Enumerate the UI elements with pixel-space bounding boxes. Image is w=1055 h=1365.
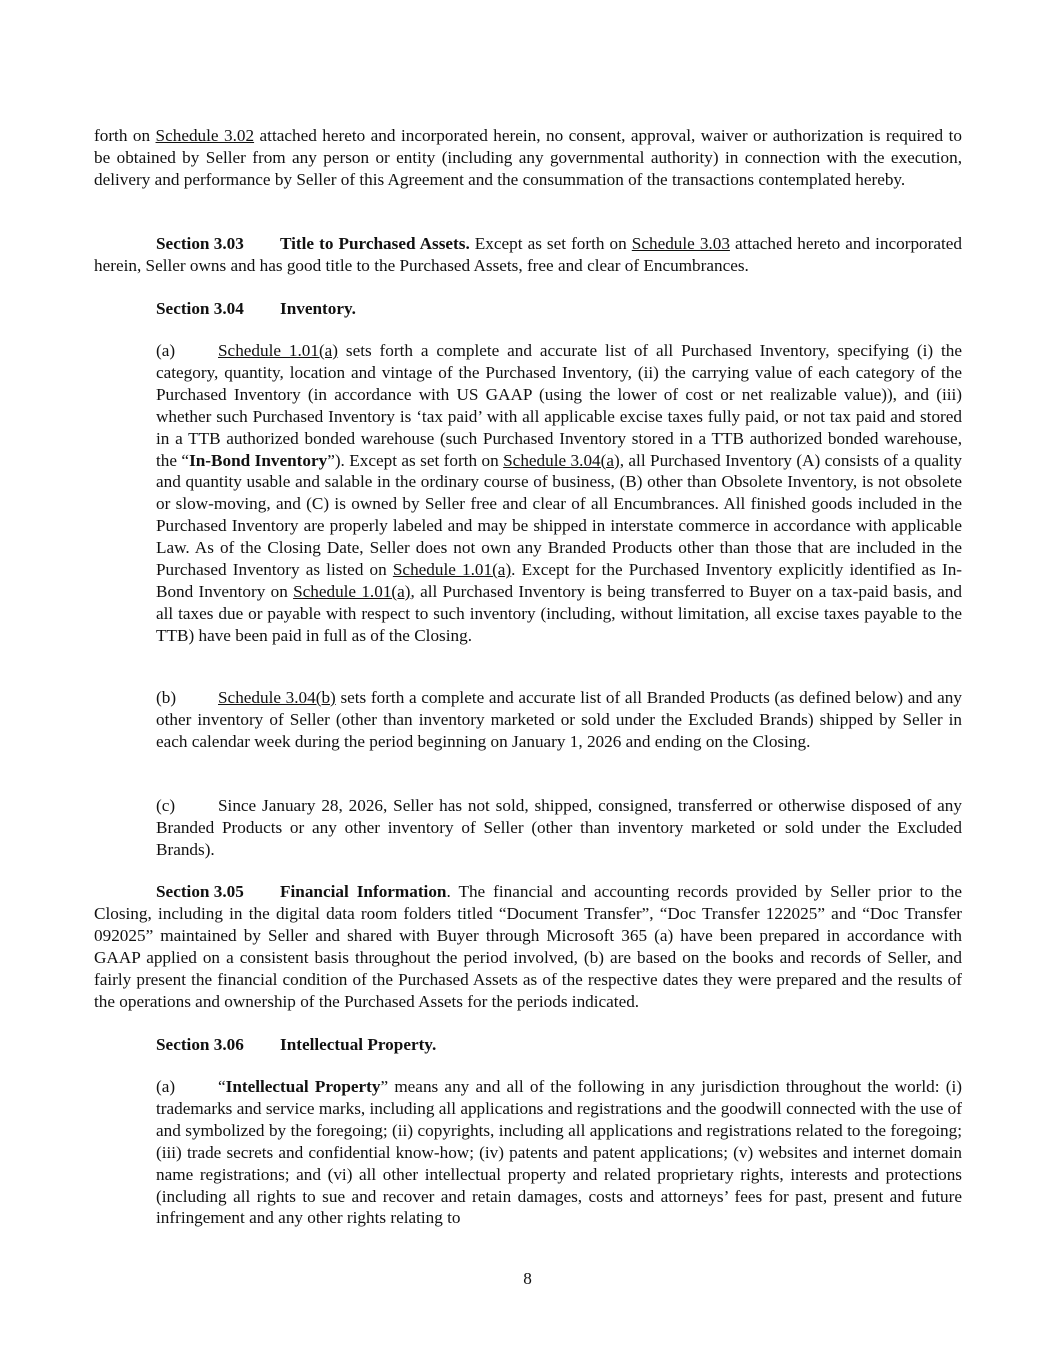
section-title: Intellectual Property. xyxy=(280,1035,437,1054)
section-number: Section 3.04 xyxy=(156,299,244,318)
paragraph-continuation: forth on Schedule 3.02 attached hereto and incorporated herein, no consent, approval, waiver or authorization is required to be obtained by Seller from any person or entity (including any governmental authority) in connection with the execution, delivery and performance by Seller of this Agreement and the consummation of the transactions contemplated hereby. xyxy=(94,126,962,189)
section-title: Inventory. xyxy=(280,299,356,318)
page-number: 8 xyxy=(523,1269,532,1288)
subsection-label: (a) xyxy=(156,1077,176,1096)
subsection-label: (a) xyxy=(156,341,176,360)
schedule-3-02-link: Schedule 3.02 xyxy=(155,126,255,145)
section-3-03: Section 3.03 Title to Purchased Assets. Except as set forth on Schedule 3.03 attached hereto and incorporated herein, Seller owns and has good title to the Purchased Assets, free and clear of Encumbrances. xyxy=(94,234,962,275)
schedule-3-03-link: Schedule 3.03 xyxy=(631,234,730,253)
section-3-06-heading xyxy=(156,1034,436,1056)
schedule-1-01-a-link: Schedule 1.01(a) xyxy=(218,341,339,360)
section-3-05: Section 3.05 Financial Information. The financial and accounting records provided by Seller prior to the Closing, including in the digital data room folders titled “Document Transfer”, “Doc Transfer 122025” and “Doc Transfer 092025” maintained by Seller and shared with Buyer through Microsoft 365 (a) have been prepared in accordance with GAAP applied on a consistent basis throughout the period involved, (b) are based on the books and records of Seller, and fairly present the financial condition of the Purchased Assets as of the respective dates they were prepared and the results of the operations and ownership of the Purchased Assets for the periods indicated. xyxy=(94,882,962,1011)
section-number: Section 3.05 xyxy=(156,882,244,901)
subsection-label: (b) xyxy=(156,688,177,707)
schedule-3-04-a-link: Schedule 3.04(a) xyxy=(503,450,620,470)
section-number: Section 3.03 xyxy=(156,234,244,253)
subsection-3-04-a: (a) Schedule 1.01(a) sets forth a complete and accurate list of all Purchased Inventory, specifying (i) the category, quantity, location and vintage of the Purchased Inventory, (ii) the carrying value of each category of the Purchased Inventory (in accordance with US GAAP (using the lower of cost or net realizable value)), and (iii) whether such Purchased Inventory is ‘tax paid’ with all applicable excise taxes fully paid, or not tax paid and stored in a TTB authorized bonded warehouse (such Purchased Inventory stored in a TTB authorized bonded warehouse, the “In-Bond Inventory”). Except as set forth on Schedule 3.04(a), all Purchased Inventory (A) consists of a quality and quantity usable and salable in the ordinary course of business, (B) other than Obsolete Inventory, is not obsolete or slow-moving, and (C) is owned by Seller free and clear of all Encumbrances. All finished goods included in the Purchased Inventory are properly labeled and may be shipped in interstate commerce in accordance with applicable Law. As of the Closing Date, Seller does not own any Branded Products other than those that are included in the Purchased Inventory as listed on Schedule 1.01(a). Except for the Purchased Inventory explicitly identified as In-Bond Inventory on Schedule 1.01(a), all Purchased Inventory is being transferred to Buyer on a tax-paid basis, and all taxes due or payable with respect to such inventory (including, without limitation, all excise taxes payable to the TTB) have been paid in full as of the Closing. xyxy=(156,341,963,645)
subsection-3-04-b: (b) Schedule 3.04(b) sets forth a complete and accurate list of all Branded Products (as defined below) and any other inventory of Seller (other than inventory marketed or sold under the Excluded Brands) shipped by Seller in each calendar week during the period beginning on January 1, 2026 and ending on the Closing. xyxy=(156,688,962,751)
section-title: Title to Purchased Assets. xyxy=(280,234,470,253)
section-3-04-heading xyxy=(156,298,356,320)
subsection-3-04-c: (c) Since January 28, 2026, Seller has not sold, shipped, consigned, transferred or otherwise disposed of any Branded Products or any other inventory of Seller (other than inventory marketed or sold under the Excluded Brands). xyxy=(156,796,962,859)
section-number: Section 3.06 xyxy=(156,1035,244,1054)
subsection-label: (c) xyxy=(156,796,176,815)
defined-term: Intellectual Property xyxy=(225,1077,381,1096)
defined-term: In-Bond Inventory xyxy=(189,450,328,470)
schedule-1-01-a-link: Schedule 1.01(a) xyxy=(293,581,411,601)
schedule-1-01-a-link: Schedule 1.01(a) xyxy=(392,560,512,580)
schedule-3-04-b-link: Schedule 3.04(b) xyxy=(218,688,336,707)
section-title: Financial Information xyxy=(280,882,447,901)
subsection-3-06-a: (a) “Intellectual Property” means any and all of the following in any jurisdiction throughout the world: (i) trademarks and service marks, including all applications and registrations and the goodwill connected with the use of and symbolized by the foregoing; (ii) copyrights, including all applications and registrations related to the foregoing; (iii) trade secrets and confidential know-how; (iv) patents and patent applications; (v) websites and internet domain name registrations; and (vi) all other intellectual property and related proprietary rights, interests and protections (including all rights to sue and recover and retain damages, costs and attorneys’ fees for past, present and future infringement and any other rights relating to xyxy=(156,1077,962,1228)
